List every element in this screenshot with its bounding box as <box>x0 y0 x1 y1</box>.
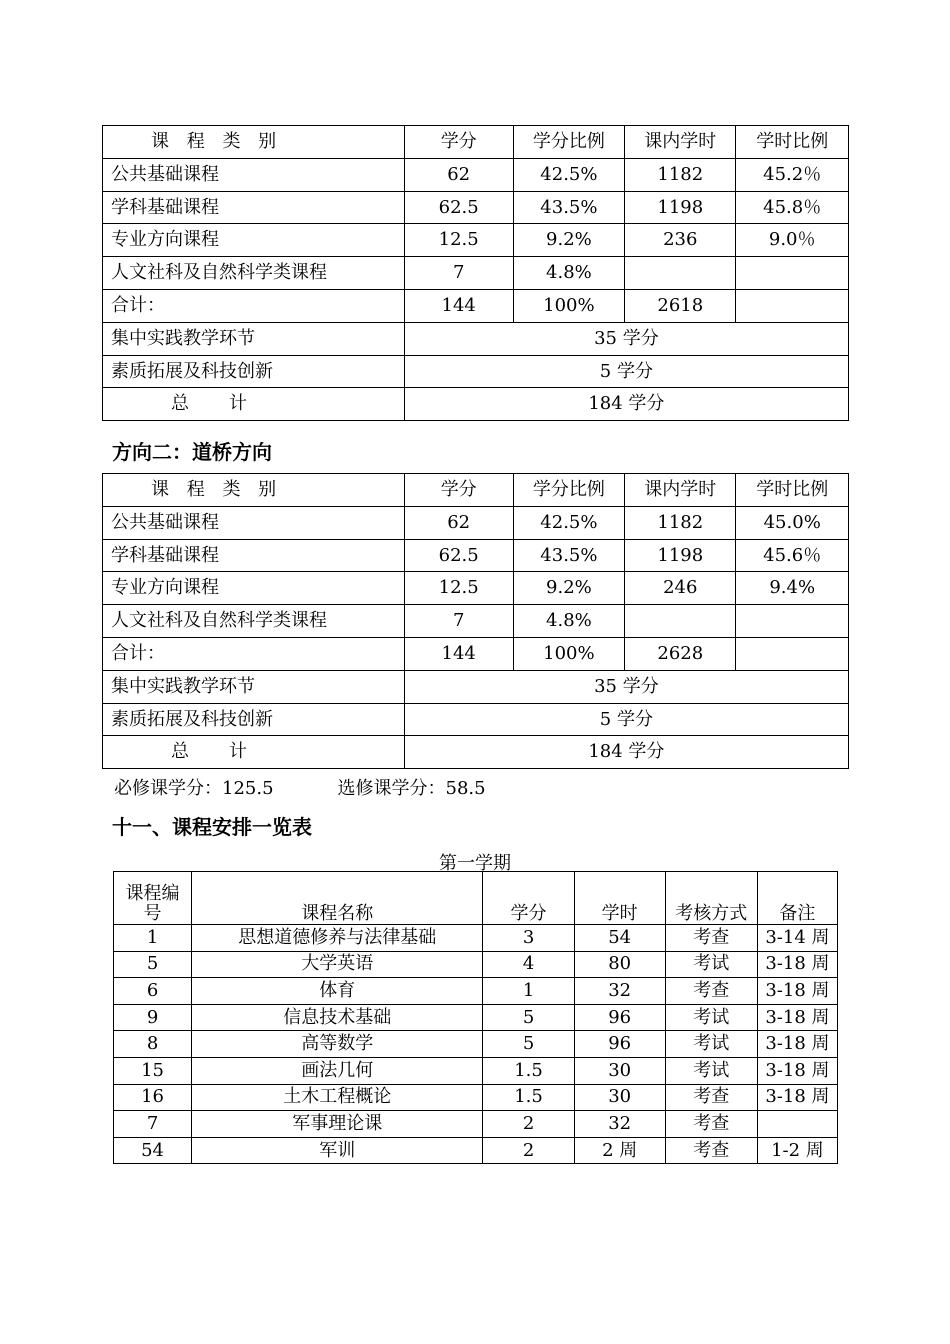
table-row-quality <box>103 703 849 736</box>
course-header-row <box>114 872 838 925</box>
course-hours: 96 <box>574 1031 665 1058</box>
header-hours: 课内学时 <box>625 126 736 159</box>
course-remarks: 3-14 周 <box>757 925 837 952</box>
total-value: 184 学分 <box>404 736 848 769</box>
course-hours: 2 周 <box>574 1137 665 1164</box>
course-assessment: 考试 <box>665 1004 757 1031</box>
table-row-quality <box>103 355 849 388</box>
row-hours: 1182 <box>625 506 736 539</box>
course-remarks: 3-18 周 <box>757 1004 837 1031</box>
table-row <box>114 925 838 952</box>
row-hours <box>625 605 736 638</box>
row-credit-ratio: 4.8% <box>513 257 625 290</box>
row-credit-ratio: 4.8% <box>513 605 625 638</box>
header-course-name: 课程名称 <box>192 872 483 925</box>
course-credits: 5 <box>483 1031 574 1058</box>
table-row <box>103 191 849 224</box>
table-row-subtotal <box>103 637 849 670</box>
practice-label: 集中实践教学环节 <box>103 670 405 703</box>
total-label-b: 计 <box>229 741 247 763</box>
header-remarks: 备注 <box>757 872 837 925</box>
row-hour-ratio: 45.0% <box>736 506 849 539</box>
row-hours: 1198 <box>625 539 736 572</box>
header-code-line2: 号 <box>143 903 162 925</box>
practice-label: 集中实践教学环节 <box>103 322 405 355</box>
table-row-total <box>103 736 849 769</box>
total-label-a: 总 <box>171 741 189 763</box>
header-hour-ratio: 学时比例 <box>736 474 849 507</box>
row-credits: 62.5 <box>404 539 513 572</box>
course-credits: 1.5 <box>483 1057 574 1084</box>
row-hours: 236 <box>625 224 736 257</box>
row-category: 人文社科及自然科学类课程 <box>103 257 405 290</box>
row-credit-ratio: 42.5% <box>513 158 625 191</box>
course-credits: 2 <box>483 1137 574 1164</box>
header-assessment: 考核方式 <box>665 872 757 925</box>
row-hour-ratio: 45.2％ <box>736 158 849 191</box>
course-code: 5 <box>114 951 192 978</box>
course-hours: 32 <box>574 978 665 1005</box>
table-row <box>103 572 849 605</box>
course-code: 15 <box>114 1057 192 1084</box>
course-hours: 96 <box>574 1004 665 1031</box>
course-name: 体育 <box>192 978 483 1005</box>
course-assessment: 考查 <box>665 1084 757 1111</box>
row-hours: 1198 <box>625 191 736 224</box>
row-credit-ratio: 9.2% <box>513 224 625 257</box>
quality-label: 素质拓展及科技创新 <box>103 703 405 736</box>
row-category: 人文社科及自然科学类课程 <box>103 605 405 638</box>
course-hours: 32 <box>574 1111 665 1138</box>
row-credits: 7 <box>404 257 513 290</box>
course-assessment: 考查 <box>665 925 757 952</box>
course-assessment: 考试 <box>665 951 757 978</box>
quality-value: 5 学分 <box>404 703 848 736</box>
table-header-row <box>103 474 849 507</box>
course-hours: 54 <box>574 925 665 952</box>
course-credits: 4 <box>483 951 574 978</box>
course-name: 思想道德修养与法律基础 <box>192 925 483 952</box>
course-remarks: 3-18 周 <box>757 1031 837 1058</box>
course-code: 54 <box>114 1137 192 1164</box>
table-row-total <box>103 388 849 421</box>
header-hour-ratio: 学时比例 <box>736 126 849 159</box>
row-category: 专业方向课程 <box>103 572 405 605</box>
table-row <box>114 978 838 1005</box>
row-credits: 12.5 <box>404 572 513 605</box>
row-hours: 2628 <box>625 637 736 670</box>
course-name: 信息技术基础 <box>192 1004 483 1031</box>
row-credit-ratio: 43.5% <box>513 191 625 224</box>
row-credits: 144 <box>404 289 513 322</box>
table-row <box>114 1031 838 1058</box>
course-name: 军训 <box>192 1137 483 1164</box>
row-credit-ratio: 100% <box>513 289 625 322</box>
course-name: 土木工程概论 <box>192 1084 483 1111</box>
table-row <box>114 1137 838 1164</box>
row-hour-ratio <box>736 605 849 638</box>
row-credits: 12.5 <box>404 224 513 257</box>
practice-value: 35 学分 <box>404 670 848 703</box>
total-label-b: 计 <box>229 393 247 415</box>
course-name: 大学英语 <box>192 951 483 978</box>
header-credits: 学分 <box>404 474 513 507</box>
course-remarks: 1-2 周 <box>757 1137 837 1164</box>
course-credits: 2 <box>483 1111 574 1138</box>
course-assessment: 考查 <box>665 1137 757 1164</box>
table-row <box>103 506 849 539</box>
direction2-credit-table <box>102 473 849 769</box>
row-credit-ratio: 100% <box>513 637 625 670</box>
course-credits: 1.5 <box>483 1084 574 1111</box>
course-remarks: 3-18 周 <box>757 951 837 978</box>
table-row <box>103 539 849 572</box>
elective-credits: 选修课学分：58.5 <box>337 778 486 799</box>
table-row <box>114 1111 838 1138</box>
course-code: 16 <box>114 1084 192 1111</box>
table-row-practice <box>103 670 849 703</box>
total-label <box>103 388 405 421</box>
course-assessment: 考试 <box>665 1057 757 1084</box>
course-hours: 30 <box>574 1084 665 1111</box>
table-row <box>103 605 849 638</box>
row-credits: 144 <box>404 637 513 670</box>
row-hour-ratio <box>736 637 849 670</box>
row-hours: 2618 <box>625 289 736 322</box>
row-category: 公共基础课程 <box>103 506 405 539</box>
course-remarks: 3-18 周 <box>757 978 837 1005</box>
header-credits: 学分 <box>404 126 513 159</box>
credit-note <box>114 774 486 800</box>
course-name: 画法几何 <box>192 1057 483 1084</box>
row-category: 学科基础课程 <box>103 539 405 572</box>
course-assessment: 考查 <box>665 978 757 1005</box>
row-hours: 246 <box>625 572 736 605</box>
row-credits: 62.5 <box>404 191 513 224</box>
course-code: 8 <box>114 1031 192 1058</box>
header-course-hours: 学时 <box>574 872 665 925</box>
header-course-code <box>114 872 192 925</box>
row-hour-ratio: 9.0％ <box>736 224 849 257</box>
direction1-credit-table <box>102 125 849 421</box>
row-credit-ratio: 9.2% <box>513 572 625 605</box>
table-row <box>114 1004 838 1031</box>
row-category: 合计： <box>103 637 405 670</box>
course-assessment: 考试 <box>665 1031 757 1058</box>
course-name: 高等数学 <box>192 1031 483 1058</box>
row-credits: 7 <box>404 605 513 638</box>
course-credits: 3 <box>483 925 574 952</box>
total-value: 184 学分 <box>404 388 848 421</box>
direction2-heading: 方向二：道桥方向 <box>112 440 272 464</box>
practice-value: 35 学分 <box>404 322 848 355</box>
row-credit-ratio: 42.5% <box>513 506 625 539</box>
row-hour-ratio: 45.6％ <box>736 539 849 572</box>
total-label-a: 总 <box>171 393 189 415</box>
course-remarks: 3-18 周 <box>757 1084 837 1111</box>
total-label <box>103 736 405 769</box>
course-code: 9 <box>114 1004 192 1031</box>
semester-title: 第一学期 <box>439 853 511 874</box>
header-hours: 课内学时 <box>625 474 736 507</box>
row-credit-ratio: 43.5% <box>513 539 625 572</box>
course-name: 军事理论课 <box>192 1111 483 1138</box>
header-credit-ratio: 学分比例 <box>513 126 625 159</box>
row-category: 合计： <box>103 289 405 322</box>
row-hours: 1182 <box>625 158 736 191</box>
table-row <box>103 158 849 191</box>
course-code: 1 <box>114 925 192 952</box>
table-row <box>103 257 849 290</box>
course-assessment: 考查 <box>665 1111 757 1138</box>
table-row-subtotal <box>103 289 849 322</box>
course-hours: 80 <box>574 951 665 978</box>
row-credits: 62 <box>404 506 513 539</box>
row-hour-ratio <box>736 257 849 290</box>
row-category: 学科基础课程 <box>103 191 405 224</box>
row-hour-ratio: 9.4% <box>736 572 849 605</box>
quality-value: 5 学分 <box>404 355 848 388</box>
header-category: 课 程 类 别 <box>103 126 405 159</box>
table-row <box>103 224 849 257</box>
course-remarks: 3-18 周 <box>757 1057 837 1084</box>
row-hour-ratio <box>736 289 849 322</box>
course-credits: 5 <box>483 1004 574 1031</box>
required-credits: 必修课学分：125.5 <box>114 778 274 799</box>
course-code: 7 <box>114 1111 192 1138</box>
quality-label: 素质拓展及科技创新 <box>103 355 405 388</box>
row-category: 专业方向课程 <box>103 224 405 257</box>
table-header-row <box>103 126 849 159</box>
row-credits: 62 <box>404 158 513 191</box>
header-credit-ratio: 学分比例 <box>513 474 625 507</box>
table-row <box>114 1057 838 1084</box>
header-category: 课 程 类 别 <box>103 474 405 507</box>
course-remarks <box>757 1111 837 1138</box>
header-course-credits: 学分 <box>483 872 574 925</box>
course-credits: 1 <box>483 978 574 1005</box>
row-hour-ratio: 45.8％ <box>736 191 849 224</box>
table-row <box>114 1084 838 1111</box>
row-category: 公共基础课程 <box>103 158 405 191</box>
course-hours: 30 <box>574 1057 665 1084</box>
section11-heading: 十一、课程安排一览表 <box>112 815 312 839</box>
row-hours <box>625 257 736 290</box>
table-row-practice <box>103 322 849 355</box>
course-schedule-table <box>113 871 838 1164</box>
table-row <box>114 951 838 978</box>
course-code: 6 <box>114 978 192 1005</box>
header-code-line1: 课程编 <box>125 883 180 905</box>
